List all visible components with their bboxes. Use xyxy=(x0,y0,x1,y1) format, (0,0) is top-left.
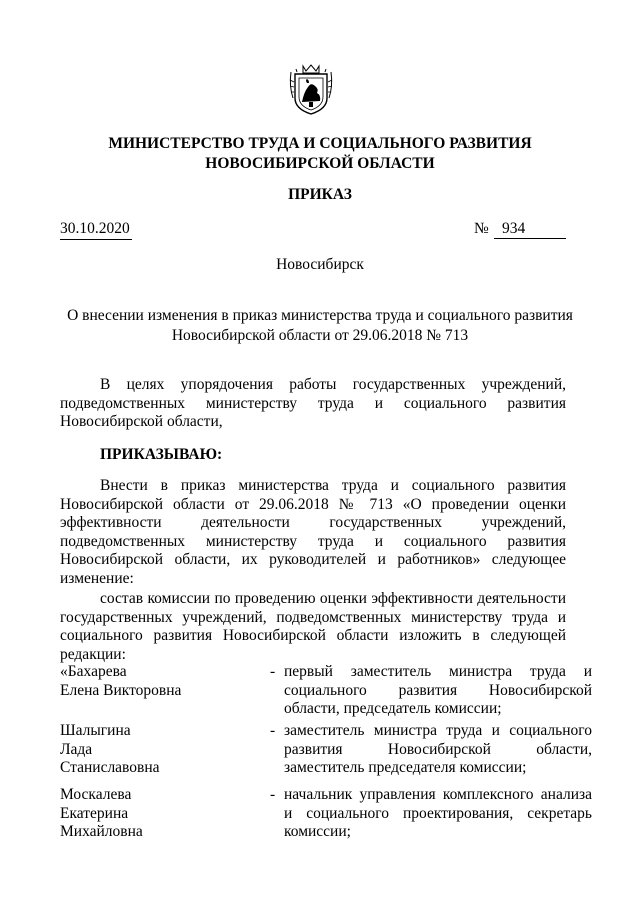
subject-line2: Новосибирской области от 29.06.2018 № 713 xyxy=(171,327,469,344)
ministry-name-line2: НОВОСИБИРСКОЙ ОБЛАСТИ xyxy=(205,155,435,172)
order-paragraph-1: Внести в приказ министерства труда и социального развития Новосибирской области от 29.06.2018 № 713 «О проведении оценки эффективности деятельности государственных учреждений, подведомственных министерству труда и социального развития Новосибирской области, их руководителей и работников» следующее изменение: xyxy=(60,477,566,587)
number-label: № xyxy=(474,220,489,237)
member-name-line: Шалыгина xyxy=(60,722,131,739)
member-name xyxy=(60,722,240,778)
preamble-paragraph: В целях упорядочения работы государственных учреждений, подведомственных министерству труда и социального развития Новосибирской области, xyxy=(60,376,566,431)
ministry-name xyxy=(60,134,580,174)
member-role: заместитель министра труда и социального развития Новосибирской области, заместитель председателя комиссии; xyxy=(284,722,592,777)
member-dash: - xyxy=(270,722,276,739)
member-name-line: Екатерина xyxy=(60,804,129,822)
member-name xyxy=(60,663,240,700)
member-name-line: Лада xyxy=(60,740,93,758)
ministry-name-line1: МИНИСТЕРСТВО ТРУДА И СОЦИАЛЬНОГО РАЗВИТИЯ xyxy=(108,135,532,152)
coat-of-arms-icon xyxy=(288,62,334,116)
document-number: 934 xyxy=(494,220,566,239)
city: Новосибирск xyxy=(276,256,364,273)
member-name-line: Москалева xyxy=(60,786,132,803)
document-subject xyxy=(60,306,580,346)
member-name-line: Елена Викторовна xyxy=(60,681,182,699)
member-name-line: Станиславовна xyxy=(60,759,160,777)
orders-heading: ПРИКАЗЫВАЮ: xyxy=(100,446,223,463)
member-name xyxy=(60,786,240,842)
subject-line1: О внесении изменения в приказ министерства труда и социального развития xyxy=(67,307,573,324)
member-role: начальник управления комплексного анализа и социального проектирования, секретарь комиссии; xyxy=(284,786,592,841)
member-role: первый заместитель министра труда и социального развития Новосибирской области, председатель комиссии; xyxy=(284,663,592,718)
member-dash: - xyxy=(270,786,276,803)
member-name-line: «Бахарева xyxy=(60,663,127,680)
document-date: 30.10.2020 xyxy=(60,220,132,240)
document-type: ПРИКАЗ xyxy=(288,186,352,203)
member-name-line: Михайловна xyxy=(60,823,143,841)
order-paragraph-2: состав комиссии по проведению оценки эффективности деятельности государственных учреждений, подведомственных министерству труда и социального развития Новосибирской области изложить в следующей редакции: xyxy=(60,590,566,663)
member-dash: - xyxy=(270,663,276,680)
